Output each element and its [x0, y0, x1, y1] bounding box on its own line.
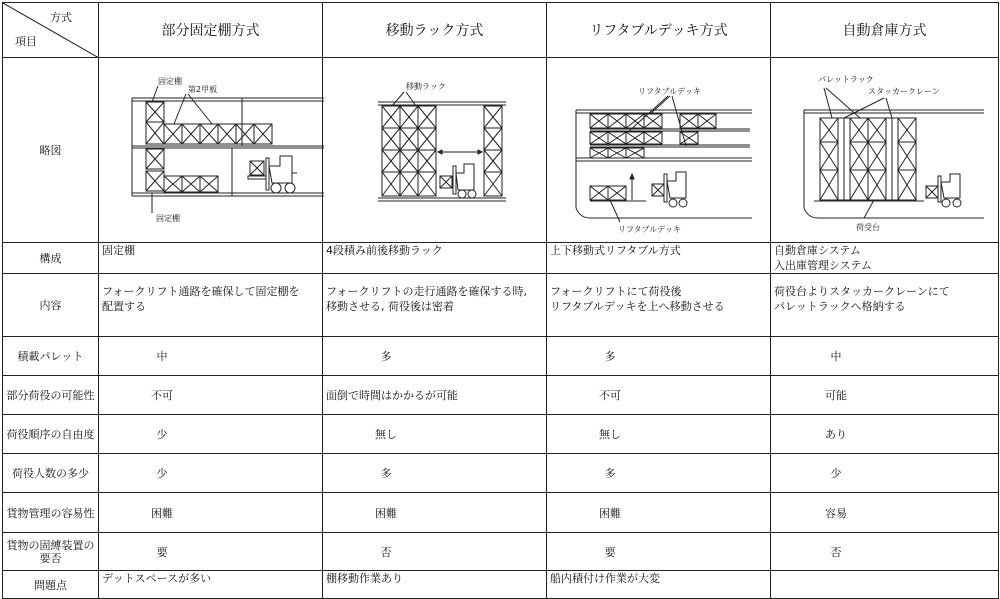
label-fixed-shelf-top: 固定棚 — [158, 77, 182, 86]
label-second-deck: 第2甲板 — [188, 85, 218, 94]
cell-order-4: あり — [771, 415, 999, 454]
cell-partial-4: 可能 — [771, 376, 999, 415]
cell-composition-2: 4段積み前後移動ラック — [323, 243, 547, 274]
label-stacker-crane: スタッカークレーン — [868, 87, 940, 96]
corner-header — [3, 3, 99, 58]
row-content — [3, 274, 999, 337]
cell-order-1: 少 — [99, 415, 323, 454]
row-label-content: 内容 — [3, 274, 99, 337]
cell-pallets-3: 多 — [547, 337, 771, 376]
cell-problems-2: 棚移動作業あり — [323, 571, 547, 599]
cell-management-4: 容易 — [771, 493, 999, 533]
column-header-mobile-rack: 移動ラック方式 — [323, 3, 547, 58]
corner-item-label: 項目 — [15, 35, 37, 48]
row-label-lashing: 貨物の固縛装置の 要否 — [3, 533, 99, 571]
liftable-deck-sketch — [550, 58, 774, 242]
cell-partial-1: 不可 — [99, 376, 323, 415]
cell-lashing-3: 要 — [547, 533, 771, 571]
automated-warehouse-sketch — [774, 58, 1000, 242]
cell-lashing-2: 否 — [323, 533, 547, 571]
row-label-workers: 荷役人数の多少 — [3, 454, 99, 493]
diagram-automated-warehouse — [771, 58, 999, 243]
label-pallet-rack: パレットラック — [818, 75, 874, 84]
cell-management-3: 困難 — [547, 493, 771, 533]
row-label-problems: 問題点 — [3, 571, 99, 599]
row-label-partial-handling: 部分荷役の可能性 — [3, 376, 99, 415]
cell-workers-4: 少 — [771, 454, 999, 493]
cell-content-4: 荷役台よりスタッカークレーンにて パレットラックへ格納する — [771, 274, 999, 337]
cell-partial-2: 面倒で時間はかかるが可能 — [323, 376, 547, 415]
column-header-liftable-deck: リフタブルデッキ方式 — [547, 3, 771, 58]
cell-problems-1: デットスペースが多い — [99, 571, 323, 599]
label-fixed-shelf-bottom: 固定棚 — [156, 214, 180, 223]
row-label-loaded-pallets: 積載パレット — [3, 337, 99, 376]
diagram-liftable-deck — [547, 58, 771, 243]
comparison-table — [2, 2, 999, 599]
cell-workers-1: 少 — [99, 454, 323, 493]
cell-composition-4: 自動倉庫システム 入出庫管理システム — [771, 243, 999, 274]
cell-pallets-1: 中 — [99, 337, 323, 376]
cell-pallets-4: 中 — [771, 337, 999, 376]
cell-lashing-1: 要 — [99, 533, 323, 571]
row-lashing — [3, 533, 999, 571]
row-cargo-management — [3, 493, 999, 533]
diagram-mobile-rack — [323, 58, 547, 243]
cell-composition-1: 固定棚 — [99, 243, 323, 274]
corner-method-label: 方式 — [50, 11, 72, 24]
row-label-diagram: 略図 — [3, 58, 99, 243]
row-handling-order — [3, 415, 999, 454]
cell-order-2: 無し — [323, 415, 547, 454]
cell-content-3: フォークリフトにて荷役後 リフタブルデッキを上へ移動させる — [547, 274, 771, 337]
row-label-composition: 構成 — [3, 243, 99, 274]
label-liftable-deck-bottom: リフタブルデッキ — [618, 225, 681, 234]
row-partial-handling — [3, 376, 999, 415]
cell-content-2: フォークリフトの走行通路を確保する時, 移動させる, 荷役後は密着 — [323, 274, 547, 337]
cell-workers-3: 多 — [547, 454, 771, 493]
label-liftable-deck-top: リフタブルデッキ — [638, 87, 701, 96]
cell-management-2: 困難 — [323, 493, 547, 533]
label-mobile-rack: 移動ラック — [406, 82, 446, 91]
mobile-rack-sketch — [326, 58, 550, 242]
cell-order-3: 無し — [547, 415, 771, 454]
column-header-automated-warehouse: 自動倉庫方式 — [771, 3, 999, 58]
cell-workers-2: 多 — [323, 454, 547, 493]
row-problems — [3, 571, 999, 599]
cell-pallets-2: 多 — [323, 337, 547, 376]
label-loading-stand: 荷受台 — [856, 223, 880, 232]
cell-lashing-4: 否 — [771, 533, 999, 571]
row-label-handling-order: 荷役順序の自由度 — [3, 415, 99, 454]
row-composition — [3, 243, 999, 274]
cell-problems-3: 船内積付け作業が大変 — [547, 571, 771, 599]
cell-partial-3: 不可 — [547, 376, 771, 415]
cell-composition-3: 上下移動式リフタブル方式 — [547, 243, 771, 274]
row-loaded-pallets — [3, 337, 999, 376]
cell-management-1: 困難 — [99, 493, 323, 533]
row-label-cargo-management: 貨物管理の容易性 — [3, 493, 99, 533]
diagram-row — [3, 58, 999, 243]
cell-problems-4 — [771, 571, 999, 599]
diagram-partial-fixed-shelf — [99, 58, 323, 243]
cell-content-1: フォークリフト通路を確保して固定棚を 配置する — [99, 274, 323, 337]
fixed-shelf-sketch — [102, 58, 326, 242]
row-workers — [3, 454, 999, 493]
header-row — [3, 3, 999, 58]
column-header-partial-fixed-shelf: 部分固定棚方式 — [99, 3, 323, 58]
